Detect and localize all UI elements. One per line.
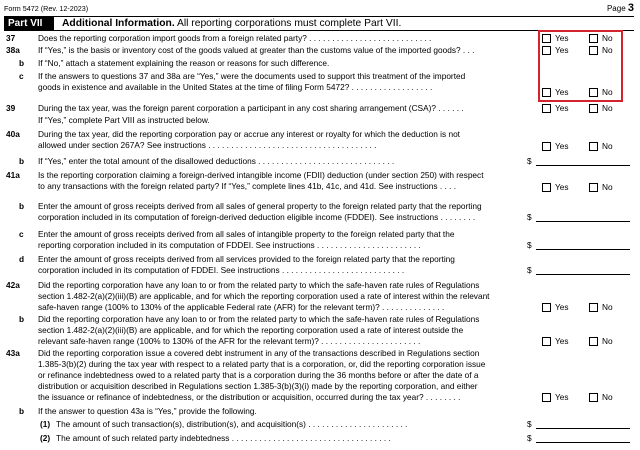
no-checkbox[interactable] — [589, 142, 598, 151]
part-title-bold: Additional Information. — [62, 18, 175, 29]
question-letter: c — [19, 71, 24, 81]
question-letter: b — [19, 406, 25, 416]
no-checkbox[interactable] — [589, 303, 598, 312]
question-letter: (1) — [40, 419, 51, 429]
question-text-line1: Enter the amount of gross receipts derived from all sales of general property to the foreign related party that the reporting — [38, 201, 482, 211]
yes-checkbox[interactable] — [542, 393, 551, 402]
question-text-line1: If the answers to questions 37 and 38a are “Yes,” were the documents used to support this treatment of the imported — [38, 71, 466, 81]
question-text-line1: Did the reporting corporation have any loan to or from the related party to which the safe-haven rate rules of Regulations — [38, 280, 480, 290]
form-name: Form 5472 (Rev. 12-2023) — [4, 4, 89, 13]
yes-label: Yes — [555, 182, 569, 192]
question-text-line2: 1.385-3(b)(2) during the tax year with respect to a related party that is a corporation, or, did the reporting corporation issue — [38, 359, 486, 369]
question-text-line2: section 1.482-2(a)(2)(iii)(B) are applicable, and for which the reporting corporation used a rate of interest within the relevant — [38, 291, 490, 301]
no-label: No — [602, 45, 613, 55]
yes-checkbox[interactable] — [542, 183, 551, 192]
amount-field[interactable] — [536, 212, 630, 222]
question-text-line1: Enter the amount of gross receipts derived from all services provided to the foreign related party that the reporting — [38, 254, 455, 264]
dollar-sign: $ — [527, 156, 532, 166]
question-number: 43a — [6, 348, 20, 358]
question-text-line2: If “Yes,” complete Part VIII as instructed below. — [38, 115, 210, 125]
no-checkbox[interactable] — [589, 104, 598, 113]
question-text: If “Yes,” enter the total amount of the disallowed deductions . . . . . . . . . . . . . . . . . . . . . . . . . . . . . . — [38, 156, 395, 166]
part-title — [62, 17, 401, 30]
question-text-line2: corporation included in its computation of foreign-derived deduction eligible income (FDDEI). See instructions . . . . . . . . — [38, 212, 476, 222]
part-header — [4, 16, 634, 31]
part-label: Part VII — [4, 17, 54, 30]
dollar-sign: $ — [527, 265, 532, 275]
no-label: No — [602, 103, 613, 113]
amount-field[interactable] — [536, 156, 630, 166]
yes-label: Yes — [555, 336, 569, 346]
question-text-line2: allowed under section 267A? See instructions . . . . . . . . . . . . . . . . . . . . . . . . . . . . . . . . . . . . . — [38, 140, 377, 150]
no-label: No — [602, 87, 613, 97]
question-text-line2: section 1.482-2(a)(2)(iii)(B) are applicable, and for which the reporting corporation used a rate of interest outside the — [38, 325, 464, 335]
no-checkbox[interactable] — [589, 183, 598, 192]
yes-label: Yes — [555, 392, 569, 402]
yes-label: Yes — [555, 103, 569, 113]
dollar-sign: $ — [527, 433, 532, 443]
question-text: The amount of such transaction(s), distribution(s), and acquisition(s) . . . . . . . . . . . . . . . . . . . . . . — [56, 419, 408, 429]
yes-label: Yes — [555, 33, 569, 43]
amount-field[interactable] — [536, 265, 630, 275]
question-text-line4: distribution or acquisition described in Regulations section 1.385-3(b)(3)(i) made by the reporting corporation, and either — [38, 381, 478, 391]
highlight-box — [538, 30, 623, 102]
question-number: 39 — [6, 103, 16, 113]
form-header — [4, 3, 634, 15]
amount-field[interactable] — [536, 419, 630, 429]
question-number: 38a — [6, 45, 20, 55]
question-text-line2: reporting corporation included in its computation of FDDEI. See instructions . . . . . . . . . . . . . . . . . . . . . . . — [38, 240, 421, 250]
question-text-line1: Enter the amount of gross receipts derived from all sales of intangible property to the foreign related party that the — [38, 229, 455, 239]
amount-field[interactable] — [536, 433, 630, 443]
question-text-line1: Is the reporting corporation claiming a foreign-derived intangible income (FDII) deduction (under section 250) with respect — [38, 170, 484, 180]
no-label: No — [602, 302, 613, 312]
no-label: No — [602, 392, 613, 402]
no-label: No — [602, 336, 613, 346]
question-text: Does the reporting corporation import goods from a foreign related party? . . . . . . . . . . . . . . . . . . . . . . . . . . . — [38, 33, 432, 43]
page-indicator — [607, 3, 634, 15]
question-number: 41a — [6, 170, 20, 180]
question-text-line1: During the tax year, was the foreign parent corporation a participant in any cost sharing arrangement (CSA)? . . . . . . — [38, 103, 464, 113]
question-text-line2: to any transactions with the foreign related party? If “Yes,” complete lines 41b, 41c, and 41d. See instructions . . . . — [38, 181, 456, 191]
question-number: 42a — [6, 280, 20, 290]
yes-no-40a — [542, 141, 636, 152]
page-label: Page — [606, 4, 626, 13]
yes-label: Yes — [555, 87, 569, 97]
yes-checkbox[interactable] — [542, 337, 551, 346]
question-letter: d — [19, 254, 25, 264]
yes-checkbox[interactable] — [542, 104, 551, 113]
yes-no-42a — [542, 302, 636, 313]
question-text-line2: goods in existence and available in the United States at the time of filing Form 5472? . . . . . . . . . . . . . . . . . . — [38, 82, 433, 92]
question-letter: b — [19, 58, 25, 68]
amount-field[interactable] — [536, 240, 630, 250]
dollar-sign: $ — [527, 212, 532, 222]
question-letter: b — [19, 156, 25, 166]
question-letter: (2) — [40, 433, 51, 443]
yes-checkbox[interactable] — [542, 303, 551, 312]
question-text-line1: Did the reporting corporation issue a covered debt instrument in any of the transactions described in Regulations section — [38, 348, 480, 358]
question-letter: b — [19, 201, 25, 211]
dollar-sign: $ — [527, 240, 532, 250]
yes-no-39 — [542, 103, 636, 114]
dollar-sign: $ — [527, 419, 532, 429]
yes-no-41a — [542, 182, 636, 193]
question-letter: b — [19, 314, 25, 324]
no-label: No — [602, 33, 613, 43]
page-number: 3 — [627, 2, 634, 14]
question-text: The amount of such related party indebtedness . . . . . . . . . . . . . . . . . . . . . . . . . . . . . . . . . . . — [56, 433, 391, 443]
question-text-line2: corporation included in its computation of FDDEI. See instructions . . . . . . . . . . . . . . . . . . . . . . . . . . . — [38, 265, 405, 275]
question-text: If the answer to question 43a is “Yes,” provide the following. — [38, 406, 257, 416]
part-subtitle: All reporting corporations must complete Part VII. — [176, 18, 402, 29]
question-number: 40a — [6, 129, 20, 139]
yes-no-43a — [542, 392, 636, 403]
yes-label: Yes — [555, 302, 569, 312]
yes-label: Yes — [555, 141, 569, 151]
question-text-line5: the issuance or refinance of indebtedness, or the distribution or acquisition, occurred during the tax year? . . . . . . . . — [38, 392, 461, 402]
question-text-line3: or refinance indebtedness owed to a related party that is a corporation during the 36 months before or after the date of a — [38, 370, 479, 380]
question-text-line3: relevant safe-haven range (100% to 130% of the AFR for the relevant term)? . . . . . . . . . . . . . . . . . . . . . . — [38, 336, 421, 346]
question-text-line1: During the tax year, did the reporting corporation pay or accrue any interest or royalty for which the deduction is not — [38, 129, 460, 139]
question-text: If “Yes,” is the basis or inventory cost of the goods valued at greater than the customs value of the imported goods? . . . — [38, 45, 475, 55]
question-letter: c — [19, 229, 24, 239]
no-label: No — [602, 141, 613, 151]
yes-checkbox[interactable] — [542, 142, 551, 151]
question-text-line1: Did the reporting corporation have any loan to or from the related party to which the safe-haven rate rules of Regulations — [38, 314, 480, 324]
yes-label: Yes — [555, 45, 569, 55]
question-text: If “No,” attach a statement explaining the reason or reasons for such difference. — [38, 58, 330, 68]
question-text-line3: safe-haven range (100% to 130% of the applicable Federal rate (AFR) for the relevant term)? . . . . . . . . . . . . . . — [38, 302, 445, 312]
question-number: 37 — [6, 33, 16, 43]
no-checkbox[interactable] — [589, 337, 598, 346]
yes-no-42b — [542, 336, 636, 347]
no-checkbox[interactable] — [589, 393, 598, 402]
no-label: No — [602, 182, 613, 192]
